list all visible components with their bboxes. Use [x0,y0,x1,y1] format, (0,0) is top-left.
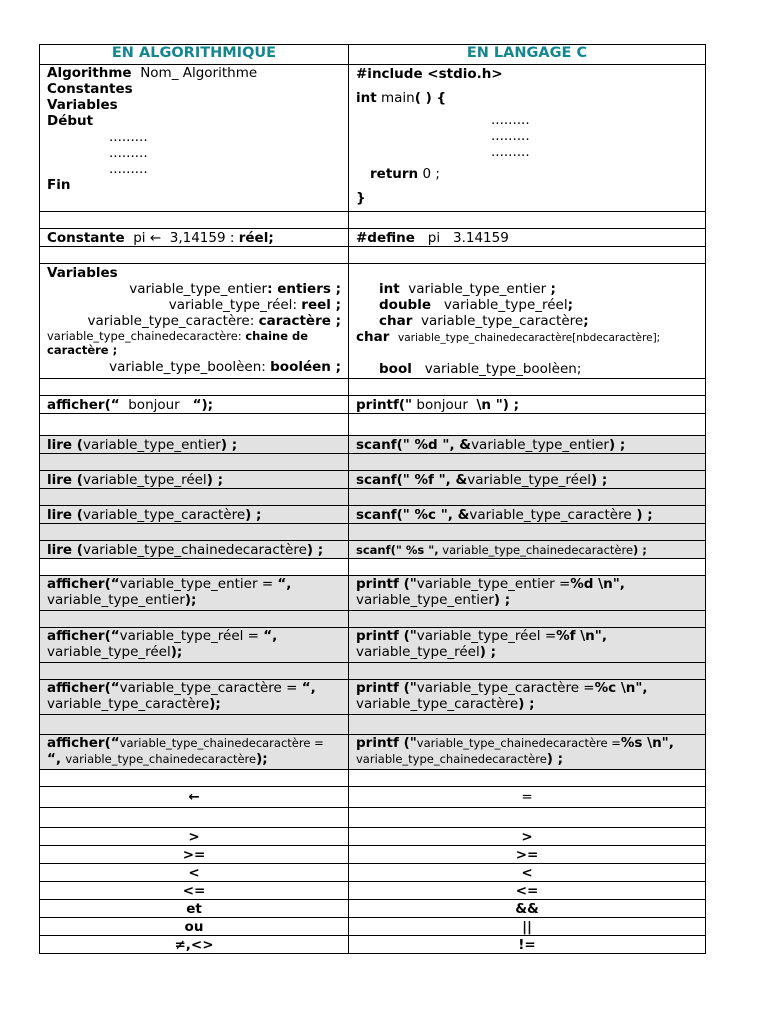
algo-op-and: et [40,900,349,918]
algo-op-lt: < [40,864,349,882]
algo-variables-cell: Variables variable_type_entier: entiers ; variable_type_réel: reel ; variable_type_caractère: caractère ; variable_type_chainedecaractère: chaine de caractère ; variable_type_boolèen: booléen ; [40,264,349,379]
algo-dots-2: ......... [109,145,148,161]
c-dots-2: ......... [491,128,530,144]
algo-afficher-chaine: afficher(“variable_type_chainedecaractère = “, variable_type_chainedecaractère); [40,735,349,770]
algorithme-name: Nom_ Algorithme [140,65,258,81]
algo-lire-entier: lire (variable_type_entier) ; [40,436,349,454]
c-structure-cell [349,65,706,212]
algo-dots-1: ......... [109,129,148,145]
c-scanf-caractere: scanf(" %c ", &variable_type_caractère ) ; [349,506,706,524]
c-printf-bonjour: printf(" bonjour \n ") ; [349,396,706,414]
constantes-keyword: Constantes [47,81,133,97]
algo-op-gt: > [40,828,349,846]
algo-op-or: ou [40,918,349,936]
assign-arrow-icon: ← [149,229,162,246]
algo-assign-arrow-icon: ← [40,787,349,808]
c-op-ne: != [349,936,706,954]
c-op-or: || [349,918,706,936]
c-dots-3: ......... [491,144,530,160]
main-name: main [381,90,415,106]
int-keyword: int [356,90,377,106]
algo-op-ne: ≠,<> [40,936,349,954]
algo-op-ge: >= [40,846,349,864]
c-assign-equals: = [349,787,706,808]
c-op-lt: < [349,864,706,882]
c-scanf-entier: scanf(" %d ", &variable_type_entier) ; [349,436,706,454]
return-value: 0 ; [422,166,440,182]
algorithme-keyword: Algorithme [47,65,132,81]
c-scanf-chaine: scanf(" %s ", variable_type_chainedecaractère) ; [349,541,706,559]
algo-lire-chaine: lire (variable_type_chainedecaractère) ; [40,541,349,559]
fin-keyword: Fin [47,177,71,193]
header-algorithmique: EN ALGORITHMIQUE [40,45,349,65]
algo-constante-cell: Constante pi ← 3,14159 : réel; [40,229,349,247]
c-scanf-reel: scanf(" %f ", &variable_type_réel) ; [349,471,706,489]
return-keyword: return [370,166,419,182]
algo-lire-reel: lire (variable_type_réel) ; [40,471,349,489]
closing-brace: } [356,190,366,206]
algo-afficher-bonjour: afficher(“ bonjour “); [40,396,349,414]
c-op-gt: > [349,828,706,846]
algo-structure-cell [40,65,349,212]
c-op-le: <= [349,882,706,900]
c-op-ge: >= [349,846,706,864]
header-langage-c: EN LANGAGE C [349,45,706,65]
algo-dots-3: ......... [109,161,148,177]
c-dots-1: ......... [491,112,530,128]
c-variables-cell: int variable_type_entier ; double variable_type_réel; char variable_type_caractère; char variable_type_chainedecaractère[nbdecaractère]; bool variable_type_boolèen; [349,264,706,379]
c-op-and: && [349,900,706,918]
comparison-table [39,44,706,954]
c-printf-entier: printf ("variable_type_entier =%d \n", variable_type_entier) ; [349,576,706,611]
algo-afficher-entier: afficher(“variable_type_entier = “, variable_type_entier); [40,576,349,611]
c-define-cell: #define pi 3.14159 [349,229,706,247]
algo-op-le: <= [40,882,349,900]
main-paren: ( ) { [414,90,447,106]
c-printf-caractere: printf ("variable_type_caractère =%c \n", variable_type_caractère) ; [349,680,706,715]
algo-lire-caractere: lire (variable_type_caractère) ; [40,506,349,524]
include-line: #include <stdio.h> [356,66,503,82]
variables-keyword: Variables [47,97,118,113]
c-printf-reel: printf ("variable_type_réel =%f \n", variable_type_réel) ; [349,628,706,663]
algo-afficher-caractere: afficher(“variable_type_caractère = “, variable_type_caractère); [40,680,349,715]
algo-afficher-reel: afficher(“variable_type_réel = “, variable_type_réel); [40,628,349,663]
c-printf-chaine: printf ("variable_type_chainedecaractère =%s \n", variable_type_chainedecaractère) ; [349,735,706,770]
debut-keyword: Début [47,113,94,129]
